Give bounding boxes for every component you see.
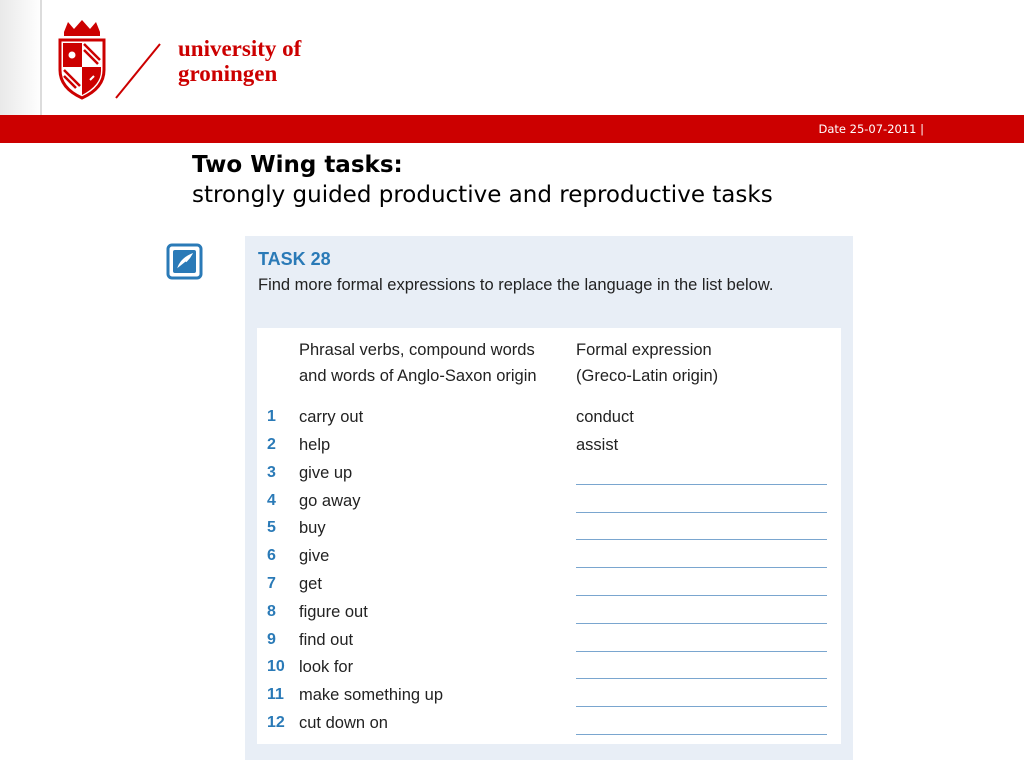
item-number: 3 xyxy=(267,464,276,481)
table-row xyxy=(257,544,841,572)
item-phrase: look for xyxy=(299,658,354,676)
logo-slash xyxy=(112,42,166,100)
item-phrase: cut down on xyxy=(299,714,388,732)
item-number: 8 xyxy=(267,603,276,620)
item-phrase: figure out xyxy=(299,603,368,621)
answer-blank-line[interactable] xyxy=(576,623,827,624)
item-phrase: buy xyxy=(299,519,326,537)
item-number: 10 xyxy=(267,658,285,675)
task-instruction: Find more formal expressions to replace the language in the list below. xyxy=(258,276,774,294)
pen-feather-icon xyxy=(166,243,203,280)
item-number: 11 xyxy=(267,686,284,703)
table-row xyxy=(257,600,841,628)
column-header-formal-line2: (Greco-Latin origin) xyxy=(576,367,719,385)
table-row xyxy=(257,516,841,544)
item-number: 12 xyxy=(267,714,285,731)
item-phrase: make something up xyxy=(299,686,443,704)
answer-blank-line[interactable] xyxy=(576,539,827,540)
answer-blank-line[interactable] xyxy=(576,567,827,568)
item-number: 5 xyxy=(267,519,276,536)
brand-line1: university of xyxy=(178,36,302,61)
answer-blank-line[interactable] xyxy=(576,512,827,513)
university-crest-icon xyxy=(56,18,108,100)
slide-title: Two Wing tasks: xyxy=(192,152,403,178)
answer-blank-line[interactable] xyxy=(576,678,827,679)
brand-line2: groningen xyxy=(178,61,278,86)
table-row xyxy=(257,489,841,517)
table-row xyxy=(257,711,841,739)
item-number: 7 xyxy=(267,575,276,592)
table-row xyxy=(257,683,841,711)
item-phrase: give xyxy=(299,547,330,565)
task-label: TASK 28 xyxy=(258,249,331,269)
item-phrase: get xyxy=(299,575,322,593)
answer-blank-line[interactable] xyxy=(576,484,827,485)
slide-date: Date 25-07-2011 | xyxy=(818,122,924,136)
answer-blank-line[interactable] xyxy=(576,595,827,596)
item-answer: conduct xyxy=(576,408,634,426)
slide-title-block xyxy=(192,150,773,210)
table-row xyxy=(257,628,841,656)
task-table xyxy=(257,328,841,744)
table-row xyxy=(257,572,841,600)
item-number: 6 xyxy=(267,547,276,564)
item-number: 2 xyxy=(267,436,276,453)
table-row xyxy=(257,433,841,461)
university-logo-text xyxy=(178,36,301,86)
slide-subtitle: strongly guided productive and reproductive tasks xyxy=(192,182,773,208)
column-header-phrasal-line1: Phrasal verbs, compound words xyxy=(299,341,535,359)
column-header-phrasal-line2: and words of Anglo-Saxon origin xyxy=(299,367,537,385)
task-panel xyxy=(245,236,853,760)
column-header-formal xyxy=(576,337,718,389)
side-shadow xyxy=(0,0,42,115)
header-red-bar xyxy=(0,115,1024,143)
table-row xyxy=(257,655,841,683)
column-header-formal-line1: Formal expression xyxy=(576,341,712,359)
item-number: 4 xyxy=(267,492,276,509)
answer-blank-line[interactable] xyxy=(576,734,827,735)
item-phrase: help xyxy=(299,436,331,454)
table-row xyxy=(257,405,841,433)
answer-blank-line[interactable] xyxy=(576,651,827,652)
item-number: 1 xyxy=(267,408,276,425)
item-phrase: find out xyxy=(299,631,354,649)
answer-blank-line[interactable] xyxy=(576,706,827,707)
item-phrase: carry out xyxy=(299,408,364,426)
item-number: 9 xyxy=(267,631,276,648)
item-phrase: give up xyxy=(299,464,353,482)
column-header-phrasal xyxy=(299,337,537,389)
table-row xyxy=(257,461,841,489)
item-phrase: go away xyxy=(299,492,361,510)
item-answer: assist xyxy=(576,436,619,454)
